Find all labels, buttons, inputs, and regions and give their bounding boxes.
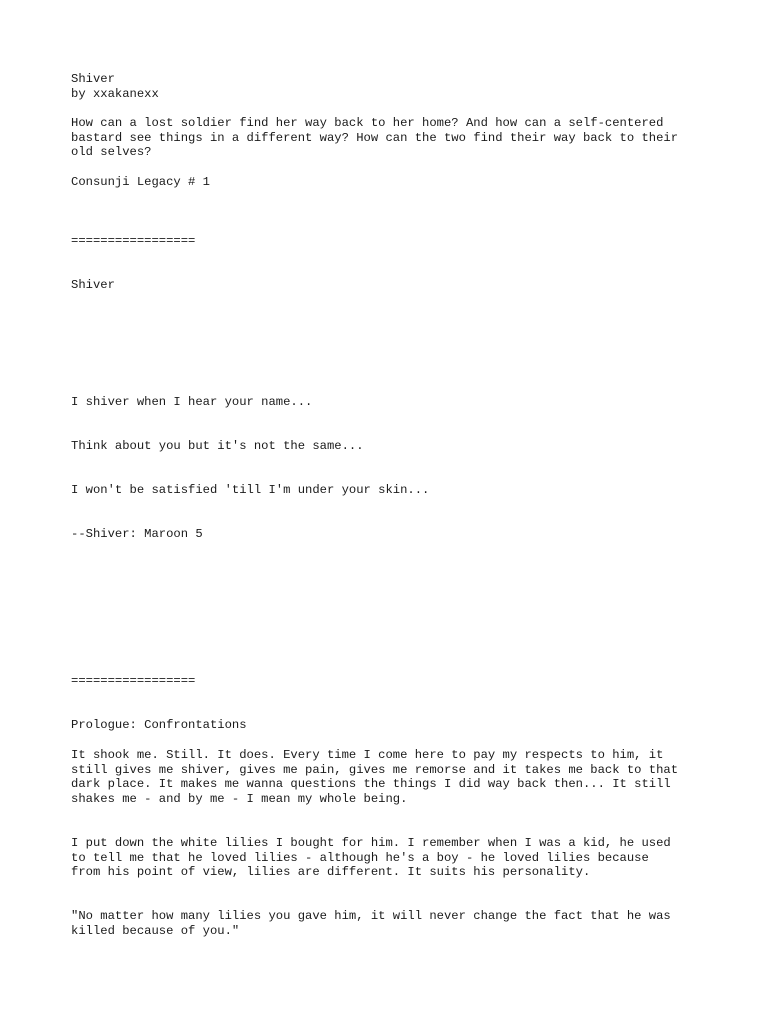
section-divider: ================= [71, 674, 196, 688]
prologue-title: Prologue: Confrontations [71, 718, 247, 732]
series-label: Consunji Legacy # 1 [71, 175, 210, 189]
section-title: Shiver [71, 278, 115, 292]
paragraph-line: It shook me. Still. It does. Every time I come here to pay my respects to him, it [71, 748, 664, 762]
paragraph-line: shakes me - and by me - I mean my whole being. [71, 791, 408, 806]
paragraph-line: still gives me shiver, gives me pain, gives me remorse and it takes me back to that [71, 762, 679, 777]
section-divider: ================= [71, 234, 196, 248]
blurb-line: old selves? [71, 145, 152, 160]
blurb-line: How can a lost soldier find her way back to her home? And how can a self-centered [71, 116, 664, 130]
paragraph-line: I put down the white lilies I bought for him. I remember when I was a kid, he used [71, 836, 671, 850]
paragraph-line: "No matter how many lilies you gave him, it will never change the fact that he was [71, 909, 671, 923]
lyric-attribution: --Shiver: Maroon 5 [71, 527, 203, 541]
blurb-line: bastard see things in a different way? How can the two find their way back to their [71, 130, 679, 145]
lyric-line: I shiver when I hear your name... [71, 395, 313, 409]
paragraph-line: killed because of you." [71, 923, 240, 938]
story-author: by xxakanexx [71, 86, 159, 101]
paragraph-line: to tell me that he loved lilies - although he's a boy - he loved lilies because [71, 850, 649, 865]
paragraph-line: dark place. It makes me wanna questions the things I did way back then... It still [71, 777, 671, 792]
paragraph-line: from his point of view, lilies are different. It suits his personality. [71, 865, 591, 880]
story-title: Shiver [71, 72, 115, 86]
lyric-line: Think about you but it's not the same... [71, 439, 364, 453]
lyric-line: I won't be satisfied 'till I'm under your skin... [71, 483, 430, 497]
